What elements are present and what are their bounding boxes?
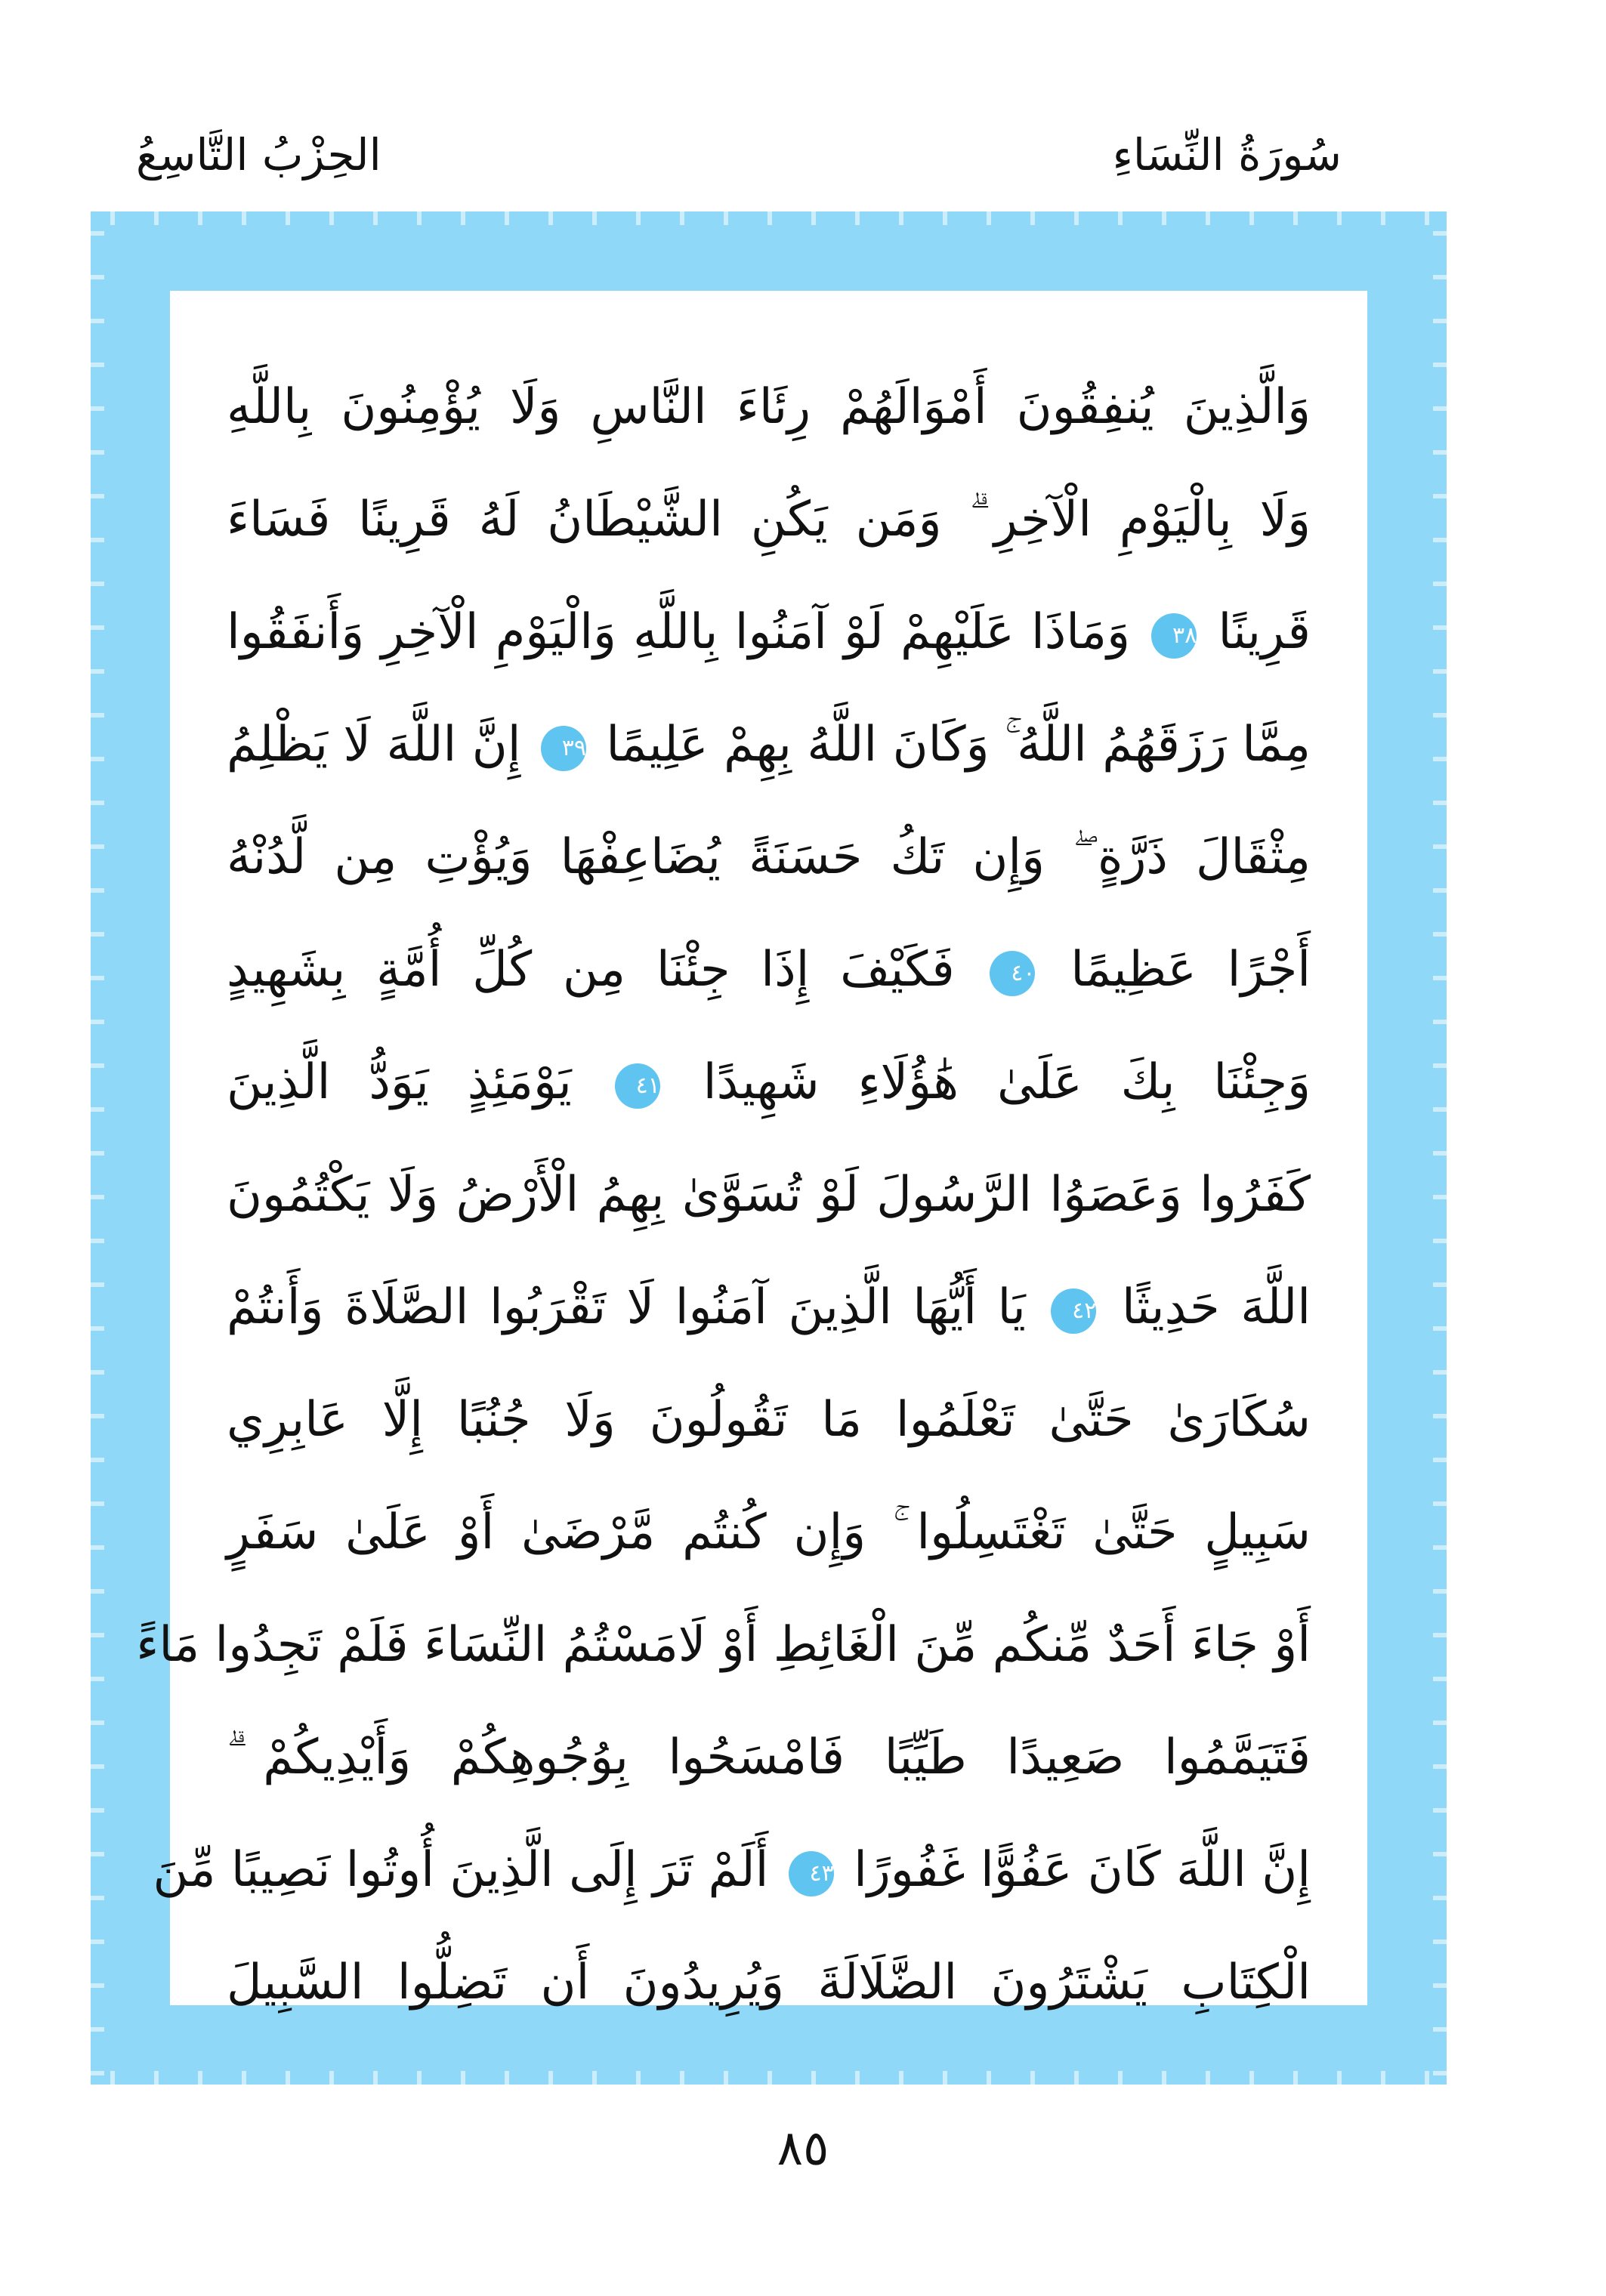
frame-border-bottom bbox=[91, 2071, 1447, 2085]
surah-title: سُورَةُ النِّسَاءِ bbox=[1112, 129, 1342, 181]
ayah-number-marker: ٣٨ bbox=[1151, 613, 1197, 659]
verse-line bbox=[153, 1814, 1311, 1927]
verse-text: قَرِينًا bbox=[1218, 604, 1311, 660]
verse-line bbox=[136, 1589, 1311, 1702]
verse-line bbox=[227, 1477, 1311, 1589]
verse-text: أَوْ جَاءَ أَحَدٌ مِّنكُم مِّنَ الْغَائِطِ أَوْ لَامَسْتُمُ النِّسَاءَ فَلَمْ تَجِدُوا مَاءً bbox=[136, 1617, 1311, 1673]
verse-line bbox=[227, 1139, 1311, 1251]
verse-text: إِنَّ اللَّهَ كَانَ عَفُوًّا غَفُورًا bbox=[854, 1842, 1311, 1898]
quran-text-panel bbox=[136, 291, 1367, 2011]
frame-border-top bbox=[91, 211, 1447, 225]
verse-text: فَتَيَمَّمُوا صَعِيدًا طَيِّبًا فَامْسَحُوا بِوُجُوهِكُمْ وَأَيْدِيكُمْ ۗ bbox=[227, 1730, 1311, 1785]
verse-line bbox=[227, 801, 1311, 914]
verse-text: كَفَرُوا وَعَصَوُا الرَّسُولَ لَوْ تُسَوَّىٰ بِهِمُ الْأَرْضُ وَلَا يَكْتُمُونَ bbox=[227, 1167, 1311, 1223]
verse-line bbox=[227, 576, 1311, 689]
verse-text: اللَّهَ حَدِيثًا bbox=[1121, 1279, 1311, 1335]
ayah-number-marker: ٤٠ bbox=[990, 951, 1035, 996]
verse-line bbox=[227, 1927, 1311, 2039]
verse-line bbox=[227, 351, 1311, 464]
verse-line bbox=[227, 1702, 1311, 1814]
verse-text: سُكَارَىٰ حَتَّىٰ تَعْلَمُوا مَا تَقُولُونَ وَلَا جُنُبًا إِلَّا عَابِرِي bbox=[227, 1392, 1311, 1448]
verse-text: يَا أَيُّهَا الَّذِينَ آمَنُوا لَا تَقْرَبُوا الصَّلَاةَ وَأَنتُمْ bbox=[227, 1279, 1026, 1335]
ayah-number-marker: ٤٢ bbox=[1051, 1288, 1096, 1334]
frame-border-left bbox=[91, 211, 104, 2085]
verse-line bbox=[227, 914, 1311, 1026]
verse-text: سَبِيلٍ حَتَّىٰ تَغْتَسِلُوا ۚ وَإِن كُنتُم مَّرْضَىٰ أَوْ عَلَىٰ سَفَرٍ bbox=[227, 1504, 1311, 1560]
ayah-number-marker: ٤١ bbox=[615, 1063, 660, 1109]
verse-line bbox=[227, 464, 1311, 576]
verse-text: أَجْرًا عَظِيمًا bbox=[1070, 942, 1311, 998]
verse-text: وَمَاذَا عَلَيْهِمْ لَوْ آمَنُوا بِاللَّهِ وَالْيَوْمِ الْآخِرِ وَأَنفَقُوا bbox=[227, 604, 1130, 660]
verse-line bbox=[227, 689, 1311, 801]
verse-text: أَلَمْ تَرَ إِلَى الَّذِينَ أُوتُوا نَصِيبًا مِّنَ bbox=[153, 1842, 769, 1898]
verse-text: إِنَّ اللَّهَ لَا يَظْلِمُ bbox=[227, 717, 521, 773]
verse-text: وَالَّذِينَ يُنفِقُونَ أَمْوَالَهُمْ رِئَاءَ النَّاسِ وَلَا يُؤْمِنُونَ بِاللَّهِ bbox=[227, 379, 1311, 435]
verse-text: وَجِئْنَا بِكَ عَلَىٰ هَٰؤُلَاءِ شَهِيدًا bbox=[703, 1054, 1311, 1110]
decorative-page-frame bbox=[91, 211, 1447, 2085]
ayah-number-marker: ٣٩ bbox=[541, 726, 586, 771]
page-number: ٨٥ bbox=[777, 2121, 829, 2177]
verse-text: يَوْمَئِذٍ يَوَدُّ الَّذِينَ bbox=[227, 1054, 572, 1110]
verse-text: الْكِتَابِ يَشْتَرُونَ الضَّلَالَةَ وَيُرِيدُونَ أَن تَضِلُّوا السَّبِيلَ bbox=[227, 1955, 1311, 2011]
verse-line bbox=[227, 1026, 1311, 1139]
frame-border-right bbox=[1433, 211, 1447, 2085]
verse-text: مِمَّا رَزَقَهُمُ اللَّهُ ۚ وَكَانَ اللَّهُ بِهِمْ عَلِيمًا bbox=[606, 717, 1311, 773]
verse-text: فَكَيْفَ إِذَا جِئْنَا مِن كُلِّ أُمَّةٍ بِشَهِيدٍ bbox=[227, 942, 955, 998]
hizb-title: الحِزْبُ التَّاسِعُ bbox=[136, 129, 381, 181]
verse-text: مِثْقَالَ ذَرَّةٍ ۖ وَإِن تَكُ حَسَنَةً يُضَاعِفْهَا وَيُؤْتِ مِن لَّدُنْهُ bbox=[227, 829, 1311, 885]
verse-line bbox=[227, 1251, 1311, 1364]
ayah-number-marker: ٤٣ bbox=[789, 1851, 834, 1896]
verse-text: وَلَا بِالْيَوْمِ الْآخِرِ ۗ وَمَن يَكُنِ الشَّيْطَانُ لَهُ قَرِينًا فَسَاءَ bbox=[227, 492, 1311, 548]
verse-line bbox=[227, 1364, 1311, 1477]
